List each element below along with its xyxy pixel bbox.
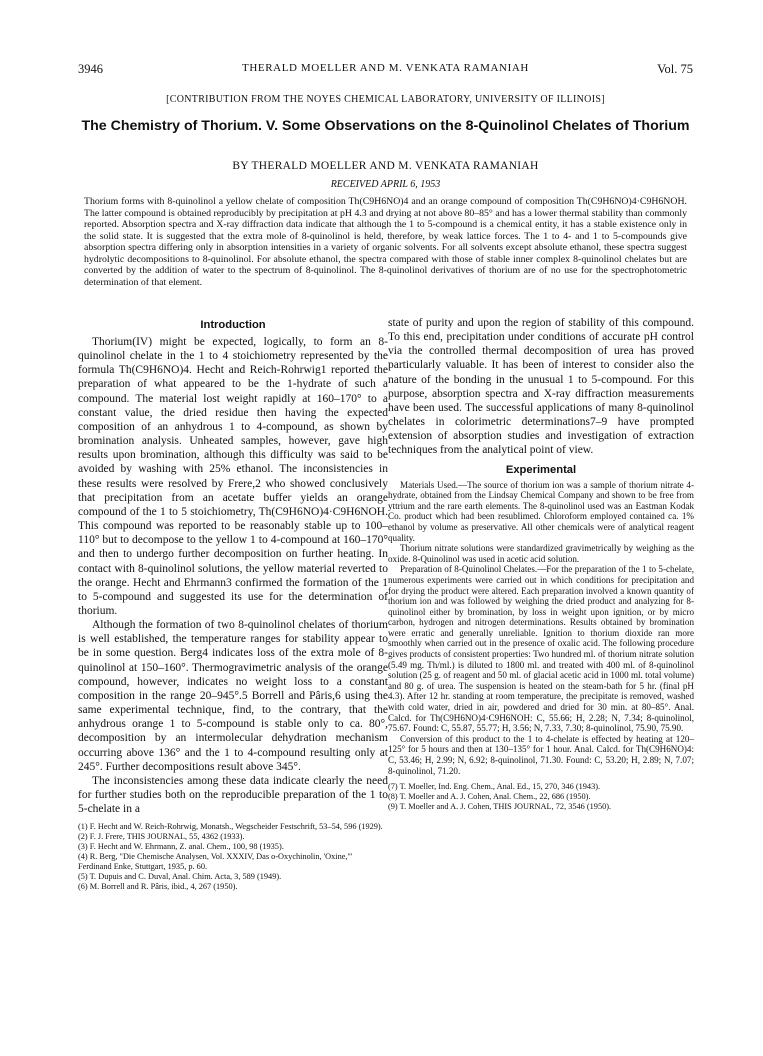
intro-paragraph-3: The inconsistencies among these data indicate clearly the need for further studies both on the reproducible preparation of the 1 to 5-chelate in a	[78, 774, 388, 816]
running-title: THERALD MOELLER AND M. VENKATA RAMANIAH	[242, 62, 529, 74]
section-heading-introduction: Introduction	[200, 319, 266, 331]
page-number: 3946	[78, 62, 103, 76]
footnote: (2) F. J. Frere, THIS JOURNAL, 55, 4362 (1933).	[78, 832, 245, 842]
footnote: (1) F. Hecht and W. Reich-Rohrwig, Monatsh., Wegscheider Festschrift, 53–54, 596 (1929).	[78, 822, 383, 832]
experimental-paragraph-1: Materials Used.—The source of thorium ion was a sample of thorium nitrate 4-hydrate, obtained from the Lindsay Chemical Company and shown to be free from yttrium and the rare earth elements. The 8-quinolinol used was an Eastman Kodak Co. product which had been resublimed. Chloroform employed contained ca. 1% ethanol by volume as preservative. All other chemicals were of analytical reagent quality.	[388, 479, 694, 543]
article-title: The Chemistry of Thorium. V. Some Observations on the 8-Quinolinol Chelates of Thorium	[81, 118, 690, 134]
right-column	[388, 316, 694, 812]
intro-paragraph-2: Although the formation of two 8-quinolinol chelates of thorium is well established, the temperature ranges for stability appear to be in some question. Berg4 indicates loss of the extra mole of 8-quinolinol at 150–160°. Thermogravimetric analysis of the orange compound, however, indicates no weight loss to a constant composition in the range 20–945°.5 Borrell and Pâris,6 using the same experimental technique, find, to the contrary, that the anhydrous orange 1 to 5-compound is stable only to ca. 80°, decomposition by an intermolecular dehydration mechanism occurring above 136° and the 1 to 4-compound resulting only at 245°. Further decompositions result above 345°.	[78, 619, 388, 773]
abstract: Thorium forms with 8-quinolinol a yellow chelate of composition Th(C9H6NO)4 and an orange compound of composition Th(C9H6NO)4·C9H6NOH. The latter compound is obtained reproducibly by precipitation at pH 4.3 and drying at not above 80–85° and has a lower thermal stability than commonly reported. Absorption spectra and X-ray diffraction data indicate that although the 1 to 5-compound is a chemical entity, it has a stable existence only in the solid state. It is suggested that the extra mole of 8-quinolinol is held, therefore, by weak lattice forces. The 1 to 4- and 1 to 5-compounds give absorption spectra differing only in absorption intensities in a variety of organic solvents. For all solvents except absolute ethanol, these spectra suggest hydrolytic decompositions to 8-quinolinol. For absolute ethanol, the spectra compared with those of stable inner complex 8-quinolinol chelates but are converted by the addition of water to the spectrum of 8-quinolinol. The 8-quinolinol derivatives of thorium are of no use for the spectrophotometric determination of that element.	[84, 196, 687, 288]
footnote: (8) T. Moeller and A. J. Cohen, Anal. Chem., 22, 686 (1950).	[388, 792, 591, 802]
left-column	[78, 316, 388, 892]
footnote: (5) T. Dupuis and C. Duval, Anal. Chim. Acta, 3, 589 (1949).	[78, 872, 282, 882]
experimental-paragraph-2: Thorium nitrate solutions were standardized gravimetrically by weighing as the oxide. 8-Quinolinol was used in acetic acid solution.	[388, 543, 694, 564]
experimental-paragraph-4: Conversion of this product to the 1 to 4-chelate is effected by heating at 120–125° for 5 hours and then at 130–135° for 1 hour. Anal. Calcd. for Th(C9H6NO)4: C, 53.46; H, 2.99; N, 6.92; 8-quinolinol, 71.30. Found: C, 53.20; H, 2.89; N, 7.07; 8-quinolinol, 71.20.	[388, 733, 694, 776]
received-date: RECEIVED APRIL 6, 1953	[330, 179, 441, 190]
footnote: (4) R. Berg, "Die Chemische Analysen, Vol. XXXIV, Das o-Oxychinolin, 'Oxine,'" Ferdinand Enke, Stuttgart, 1935, p. 60.	[78, 852, 353, 872]
footnote: (6) M. Borrell and R. Pâris, ibid., 4, 267 (1950).	[78, 882, 238, 892]
footnote: (9) T. Moeller and A. J. Cohen, THIS JOURNAL, 72, 3546 (1950).	[388, 802, 612, 812]
running-header	[78, 62, 693, 78]
intro-continuation: state of purity and upon the region of stability of this compound. To this end, precipitation under conditions of accurate pH control via the controlled thermal decomposition of urea has proved particularly valuable. It has been of interest to consider also the nature of the bonding in the unusual 1 to 5-compound. For this purpose, absorption spectra and X-ray diffraction measurements have been used. The successful applications of many 8-quinolinol chelates in colorimetric determinations7–9 have prompted extension of absorption studies and investigation of extraction techniques from the analytical point of view.	[388, 317, 694, 457]
volume-label: Vol. 75	[657, 62, 693, 76]
contribution-line: [CONTRIBUTION FROM THE NOYES CHEMICAL LABORATORY, UNIVERSITY OF ILLINOIS]	[166, 94, 605, 105]
footnote: (7) T. Moeller, Ind. Eng. Chem., Anal. Ed., 15, 270, 346 (1943).	[388, 782, 601, 792]
section-heading-experimental: Experimental	[505, 463, 577, 476]
footnotes-right	[388, 782, 694, 812]
byline: BY THERALD MOELLER AND M. VENKATA RAMANIAH	[232, 160, 539, 172]
footnotes-left	[78, 822, 388, 892]
intro-paragraph-1: Thorium(IV) might be expected, logically, to form an 8-quinolinol chelate in the 1 to 4 stoichiometry represented by the formula Th(C9H6NO)4. Hecht and Reich-Rohrwig1 reported the preparation of what appeared to be the 1-hydrate of such a compound. The material lost weight rapidly at 160–170° to a constant value, the dried residue then having the expected composition of an anhydrous 1 to 4-compound, as shown by bromination analysis. Unheated samples, however, gave high results upon bromination, although this difficulty was said to be avoided by washing with 25% ethanol. The inconsistencies in these results were resolved by Frere,2 who showed conclusively that precipitation from an acetate buffer yields an orange compound of the 1 to 5 stoichiometry, Th(C9H6NO)4·C9H6NOH. This compound was reported to be reasonably stable up to 100–110° but to decompose to the yellow 1 to 4-compound at 160–170° and then to undergo further decomposition on further heating. In contact with 8-quinolinol solutions, the yellow material reverted to the orange. Hecht and Ehrmann3 confirmed the formation of the 1 to 5-compound and suggested its use for the determination of thorium.	[78, 336, 388, 617]
footnote: (3) F. Hecht and W. Ehrmann, Z. anal. Chem., 100, 98 (1935).	[78, 842, 284, 852]
experimental-paragraph-3: Preparation of 8-Quinolinol Chelates.—For the preparation of the 1 to 5-chelate, numerous experiments were carried out in which conditions for precipitation and for drying the product were altered. Each preparation involved a known quantity of thorium ion and was followed by weighing the dried product and analyzing for 8-quinolinol either by bromination, by loss in weight upon ignition, or by micro carbon, hydrogen and nitrogen determinations. Results obtained by bromination were erratic and generally unreliable. Ignition to thorium dioxide ran more smoothly when carried out in the presence of oxalic acid. The following procedure gives products of consistent properties: Two hundred ml. of thorium nitrate solution (5.49 mg. Th/ml.) is diluted to 1800 ml. and treated with 400 ml. of 8-quinolinol solution (25 g. of reagent and 50 ml. of glacial acetic acid in 1000 ml. total volume) and 80 g. of urea. The suspension is heated on the steam-bath for 5 hr. (final pH 4.3). After 12 hr. standing at room temperature, the precipitate is removed, washed with cold water, dried in air, powdered and dried for 30 min. at 80–85°. Anal. Calcd. for Th(C9H6NO)4·C9H6NOH: C, 55.66; H, 2.28; N, 7.34; 8-quinolinol, 75.67. Found: C, 55.87, 55.77; H, 3.56; N, 7.33, 7.30; 8-quinolinol, 75.90, 75.90.	[388, 564, 694, 734]
